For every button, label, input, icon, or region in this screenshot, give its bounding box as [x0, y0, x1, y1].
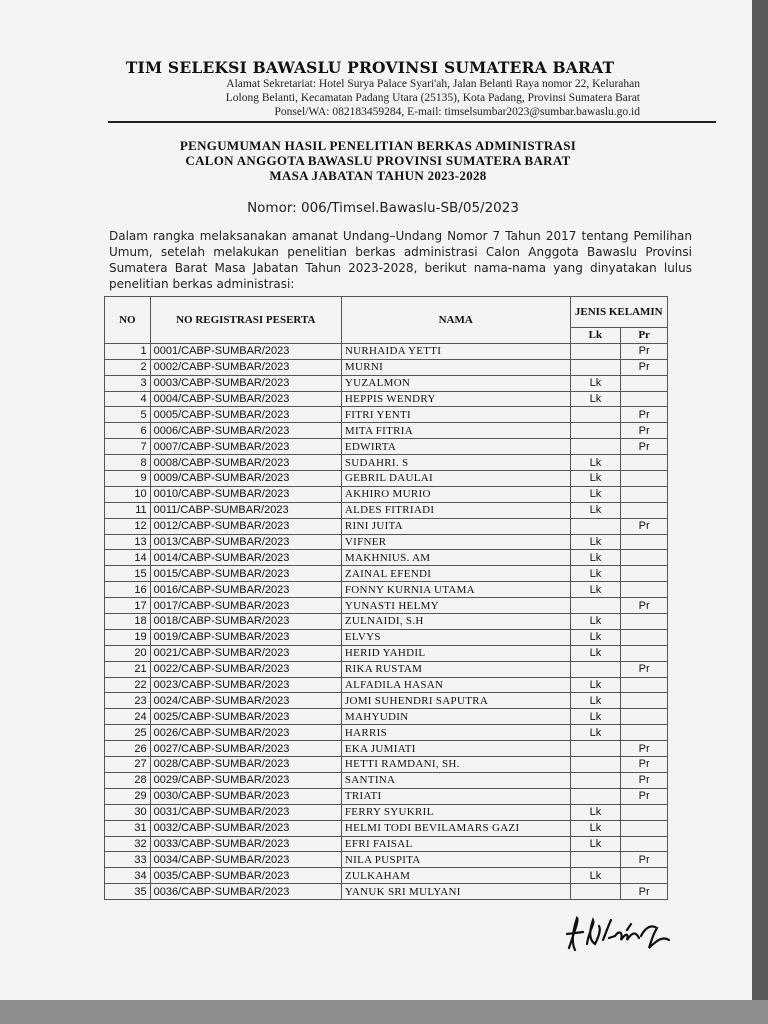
table-row [105, 550, 668, 566]
registration-number: 0007/CABP-SUMBAR/2023 [150, 439, 341, 455]
registration-number: 0001/CABP-SUMBAR/2023 [150, 343, 341, 359]
registration-number: 0035/CABP-SUMBAR/2023 [150, 868, 341, 884]
gender-pr [621, 693, 668, 709]
table-row [105, 582, 668, 598]
table-row [105, 868, 668, 884]
participant-name: YUNASTI HELMY [341, 598, 570, 614]
gender-pr [621, 566, 668, 582]
row-number: 31 [105, 820, 151, 836]
registration-number: 0027/CABP-SUMBAR/2023 [150, 741, 341, 757]
gender-pr [621, 709, 668, 725]
participant-name: TRIATI [341, 788, 570, 804]
registration-number: 0029/CABP-SUMBAR/2023 [150, 772, 341, 788]
row-number: 4 [105, 391, 151, 407]
gender-lk [570, 359, 621, 375]
gender-pr [621, 502, 668, 518]
registration-number: 0003/CABP-SUMBAR/2023 [150, 375, 341, 391]
gender-lk: Lk [570, 836, 621, 852]
gender-pr [621, 391, 668, 407]
registration-number: 0036/CABP-SUMBAR/2023 [150, 884, 341, 900]
participant-name: YANUK SRI MULYANI [341, 884, 570, 900]
address-line-1: Alamat Sekretariat: Hotel Surya Palace Syari'ah, Jalan Belanti Raya nomor 22, Kelurahan [226, 78, 640, 90]
row-number: 9 [105, 471, 151, 487]
gender-pr: Pr [621, 423, 668, 439]
participant-name: MURNI [341, 359, 570, 375]
participant-name: GEBRIL DAULAI [341, 471, 570, 487]
participant-name: JOMI SUHENDRI SAPUTRA [341, 693, 570, 709]
registration-number: 0017/CABP-SUMBAR/2023 [150, 598, 341, 614]
row-number: 24 [105, 709, 151, 725]
gender-lk: Lk [570, 375, 621, 391]
table-row [105, 359, 668, 375]
participant-name: MITA FITRIA [341, 423, 570, 439]
row-number: 23 [105, 693, 151, 709]
table-row [105, 455, 668, 471]
gender-pr [621, 629, 668, 645]
table-row [105, 884, 668, 900]
gender-lk [570, 343, 621, 359]
table-body [105, 343, 668, 899]
gender-pr [621, 582, 668, 598]
table-row [105, 407, 668, 423]
row-number: 25 [105, 725, 151, 741]
gender-lk: Lk [570, 677, 621, 693]
participant-name: AKHIRO MURIO [341, 486, 570, 502]
gender-pr [621, 455, 668, 471]
gender-lk [570, 788, 621, 804]
registration-number: 0024/CABP-SUMBAR/2023 [150, 693, 341, 709]
header-jenis-kelamin: JENIS KELAMIN [570, 297, 667, 328]
registration-number: 0013/CABP-SUMBAR/2023 [150, 534, 341, 550]
row-number: 32 [105, 836, 151, 852]
organization-title: TIM SELEKSI BAWASLU PROVINSI SUMATERA BARAT [125, 58, 615, 77]
row-number: 27 [105, 757, 151, 773]
gender-lk [570, 439, 621, 455]
row-number: 18 [105, 614, 151, 630]
table-row [105, 820, 668, 836]
participant-name: HARRIS [341, 725, 570, 741]
table-row [105, 502, 668, 518]
row-number: 30 [105, 804, 151, 820]
header-nama: NAMA [341, 297, 570, 344]
gender-pr: Pr [621, 598, 668, 614]
participant-name: FONNY KURNIA UTAMA [341, 582, 570, 598]
participant-name: FERRY SYUKRIL [341, 804, 570, 820]
registration-number: 0033/CABP-SUMBAR/2023 [150, 836, 341, 852]
gender-pr [621, 725, 668, 741]
registration-number: 0019/CABP-SUMBAR/2023 [150, 629, 341, 645]
registration-number: 0004/CABP-SUMBAR/2023 [150, 391, 341, 407]
announcement-line-1: PENGUMUMAN HASIL PENELITIAN BERKAS ADMINISTRASI [179, 138, 577, 153]
participant-name: ZULKAHAM [341, 868, 570, 884]
row-number: 8 [105, 455, 151, 471]
participant-name: RINI JUITA [341, 518, 570, 534]
table-row [105, 852, 668, 868]
table-row [105, 709, 668, 725]
participant-name: YUZALMON [341, 375, 570, 391]
address-line-3: Ponsel/WA: 082183459284, E-mail: timselsumbar2023@sumbar.bawaslu.go.id [274, 106, 640, 118]
registration-number: 0006/CABP-SUMBAR/2023 [150, 423, 341, 439]
gender-pr: Pr [621, 852, 668, 868]
registration-number: 0002/CABP-SUMBAR/2023 [150, 359, 341, 375]
table-row [105, 772, 668, 788]
row-number: 10 [105, 486, 151, 502]
row-number: 21 [105, 661, 151, 677]
registration-number: 0022/CABP-SUMBAR/2023 [150, 661, 341, 677]
gender-pr: Pr [621, 788, 668, 804]
participant-name: EFRI FAISAL [341, 836, 570, 852]
row-number: 34 [105, 868, 151, 884]
table-row [105, 486, 668, 502]
participant-name: ALFADILA HASAN [341, 677, 570, 693]
row-number: 5 [105, 407, 151, 423]
gender-lk: Lk [570, 550, 621, 566]
participant-name: SUDAHRI. S [341, 455, 570, 471]
participant-name: ELVYS [341, 629, 570, 645]
gender-lk: Lk [570, 455, 621, 471]
table-row [105, 645, 668, 661]
registration-number: 0025/CABP-SUMBAR/2023 [150, 709, 341, 725]
table-row [105, 614, 668, 630]
registration-number: 0021/CABP-SUMBAR/2023 [150, 645, 341, 661]
gender-pr [621, 486, 668, 502]
gender-pr [621, 550, 668, 566]
participant-name: ALDES FITRIADI [341, 502, 570, 518]
gender-lk: Lk [570, 391, 621, 407]
registration-number: 0010/CABP-SUMBAR/2023 [150, 486, 341, 502]
announcement-line-3: MASA JABATAN TAHUN 2023-2028 [269, 168, 487, 183]
header-divider [108, 121, 716, 123]
gender-lk [570, 757, 621, 773]
participant-name: ZAINAL EFENDI [341, 566, 570, 582]
gender-pr [621, 677, 668, 693]
participant-name: MAKHNIUS. AM [341, 550, 570, 566]
table-row [105, 566, 668, 582]
scanner-background [0, 1000, 768, 1024]
gender-lk: Lk [570, 709, 621, 725]
gender-pr: Pr [621, 661, 668, 677]
table-row [105, 804, 668, 820]
table-row [105, 391, 668, 407]
table-row [105, 788, 668, 804]
participant-name: NURHAIDA YETTI [341, 343, 570, 359]
registration-number: 0011/CABP-SUMBAR/2023 [150, 502, 341, 518]
gender-pr: Pr [621, 757, 668, 773]
row-number: 3 [105, 375, 151, 391]
gender-lk: Lk [570, 868, 621, 884]
participant-name: VIFNER [341, 534, 570, 550]
gender-pr [621, 471, 668, 487]
row-number: 33 [105, 852, 151, 868]
gender-pr: Pr [621, 407, 668, 423]
gender-lk [570, 518, 621, 534]
gender-lk [570, 598, 621, 614]
gender-lk: Lk [570, 693, 621, 709]
document-number: Nomor: 006/Timsel.Bawaslu-SB/05/2023 [247, 200, 519, 216]
table-row [105, 375, 668, 391]
gender-pr: Pr [621, 741, 668, 757]
participant-name: EKA JUMIATI [341, 741, 570, 757]
row-number: 16 [105, 582, 151, 598]
table-row [105, 471, 668, 487]
table-row [105, 518, 668, 534]
gender-lk [570, 772, 621, 788]
row-number: 12 [105, 518, 151, 534]
gender-pr [621, 645, 668, 661]
row-number: 14 [105, 550, 151, 566]
gender-pr [621, 836, 668, 852]
registration-number: 0014/CABP-SUMBAR/2023 [150, 550, 341, 566]
row-number: 28 [105, 772, 151, 788]
registration-number: 0016/CABP-SUMBAR/2023 [150, 582, 341, 598]
participant-name: HERID YAHDIL [341, 645, 570, 661]
participant-name: ZULNAIDI, S.H [341, 614, 570, 630]
row-number: 15 [105, 566, 151, 582]
registration-number: 0031/CABP-SUMBAR/2023 [150, 804, 341, 820]
row-number: 26 [105, 741, 151, 757]
table-row [105, 757, 668, 773]
registration-number: 0018/CABP-SUMBAR/2023 [150, 614, 341, 630]
participant-name: EDWIRTA [341, 439, 570, 455]
registration-number: 0032/CABP-SUMBAR/2023 [150, 820, 341, 836]
gender-lk: Lk [570, 566, 621, 582]
table-row [105, 343, 668, 359]
gender-lk: Lk [570, 725, 621, 741]
gender-pr [621, 614, 668, 630]
gender-pr [621, 375, 668, 391]
gender-lk: Lk [570, 804, 621, 820]
header-no: NO [105, 297, 151, 344]
gender-lk: Lk [570, 820, 621, 836]
announcement-title [108, 138, 648, 183]
gender-lk [570, 852, 621, 868]
registration-number: 0012/CABP-SUMBAR/2023 [150, 518, 341, 534]
table-row [105, 629, 668, 645]
table-row [105, 741, 668, 757]
row-number: 11 [105, 502, 151, 518]
table-row [105, 661, 668, 677]
letterhead [100, 58, 640, 119]
registration-number: 0005/CABP-SUMBAR/2023 [150, 407, 341, 423]
gender-pr [621, 868, 668, 884]
gender-lk: Lk [570, 486, 621, 502]
header-pr: Pr [621, 328, 668, 344]
header-reg: NO REGISTRASI PESERTA [150, 297, 341, 344]
gender-pr: Pr [621, 439, 668, 455]
address-line-2: Lolong Belanti, Kecamatan Padang Utara (25135), Kota Padang, Provinsi Sumatera Barat [225, 92, 640, 104]
gender-lk: Lk [570, 614, 621, 630]
participant-name: FITRI YENTI [341, 407, 570, 423]
gender-lk: Lk [570, 471, 621, 487]
table-row [105, 439, 668, 455]
table-row [105, 836, 668, 852]
registration-number: 0026/CABP-SUMBAR/2023 [150, 725, 341, 741]
gender-pr: Pr [621, 518, 668, 534]
gender-pr [621, 534, 668, 550]
participant-name: HEPPIS WENDRY [341, 391, 570, 407]
registration-number: 0030/CABP-SUMBAR/2023 [150, 788, 341, 804]
row-number: 22 [105, 677, 151, 693]
row-number: 1 [105, 343, 151, 359]
intro-paragraph: Dalam rangka melaksanakan amanat Undang–Undang Nomor 7 Tahun 2017 tentang Pemilihan Umum, setelah melakukan penelitian berkas administrasi Calon Anggota Bawaslu Provinsi Sumatera Barat Masa Jabatan Tahun 2023-2028, berikut nama-nama yang dinyatakan lulus penelitian berkas administrasi: [109, 229, 692, 291]
participant-name: RIKA RUSTAM [341, 661, 570, 677]
participant-name: MAHYUDIN [341, 709, 570, 725]
signature-image [565, 910, 685, 960]
gender-lk: Lk [570, 645, 621, 661]
row-number: 2 [105, 359, 151, 375]
registration-number: 0009/CABP-SUMBAR/2023 [150, 471, 341, 487]
participant-name: HELMI TODI BEVILAMARS GAZI [341, 820, 570, 836]
announcement-line-2: CALON ANGGOTA BAWASLU PROVINSI SUMATERA BARAT [185, 153, 571, 168]
participants-table [104, 296, 668, 900]
registration-number: 0023/CABP-SUMBAR/2023 [150, 677, 341, 693]
gender-pr: Pr [621, 772, 668, 788]
header-lk: Lk [570, 328, 621, 344]
table-row [105, 677, 668, 693]
gender-lk: Lk [570, 629, 621, 645]
table-header-row [105, 297, 668, 328]
row-number: 19 [105, 629, 151, 645]
gender-pr [621, 820, 668, 836]
gender-lk [570, 407, 621, 423]
gender-lk [570, 423, 621, 439]
table-row [105, 423, 668, 439]
registration-number: 0034/CABP-SUMBAR/2023 [150, 852, 341, 868]
gender-lk [570, 884, 621, 900]
registration-number: 0015/CABP-SUMBAR/2023 [150, 566, 341, 582]
table-row [105, 693, 668, 709]
row-number: 29 [105, 788, 151, 804]
gender-pr: Pr [621, 359, 668, 375]
participant-name: SANTINA [341, 772, 570, 788]
table-row [105, 725, 668, 741]
registration-number: 0008/CABP-SUMBAR/2023 [150, 455, 341, 471]
table-row [105, 534, 668, 550]
gender-lk [570, 741, 621, 757]
participant-name: HETTI RAMDANI, SH. [341, 757, 570, 773]
row-number: 7 [105, 439, 151, 455]
registration-number: 0028/CABP-SUMBAR/2023 [150, 757, 341, 773]
row-number: 6 [105, 423, 151, 439]
gender-pr: Pr [621, 343, 668, 359]
row-number: 17 [105, 598, 151, 614]
row-number: 20 [105, 645, 151, 661]
gender-lk: Lk [570, 534, 621, 550]
gender-lk: Lk [570, 502, 621, 518]
row-number: 13 [105, 534, 151, 550]
row-number: 35 [105, 884, 151, 900]
gender-pr [621, 804, 668, 820]
gender-lk [570, 661, 621, 677]
participant-name: NILA PUSPITA [341, 852, 570, 868]
gender-lk: Lk [570, 582, 621, 598]
gender-pr: Pr [621, 884, 668, 900]
table-row [105, 598, 668, 614]
